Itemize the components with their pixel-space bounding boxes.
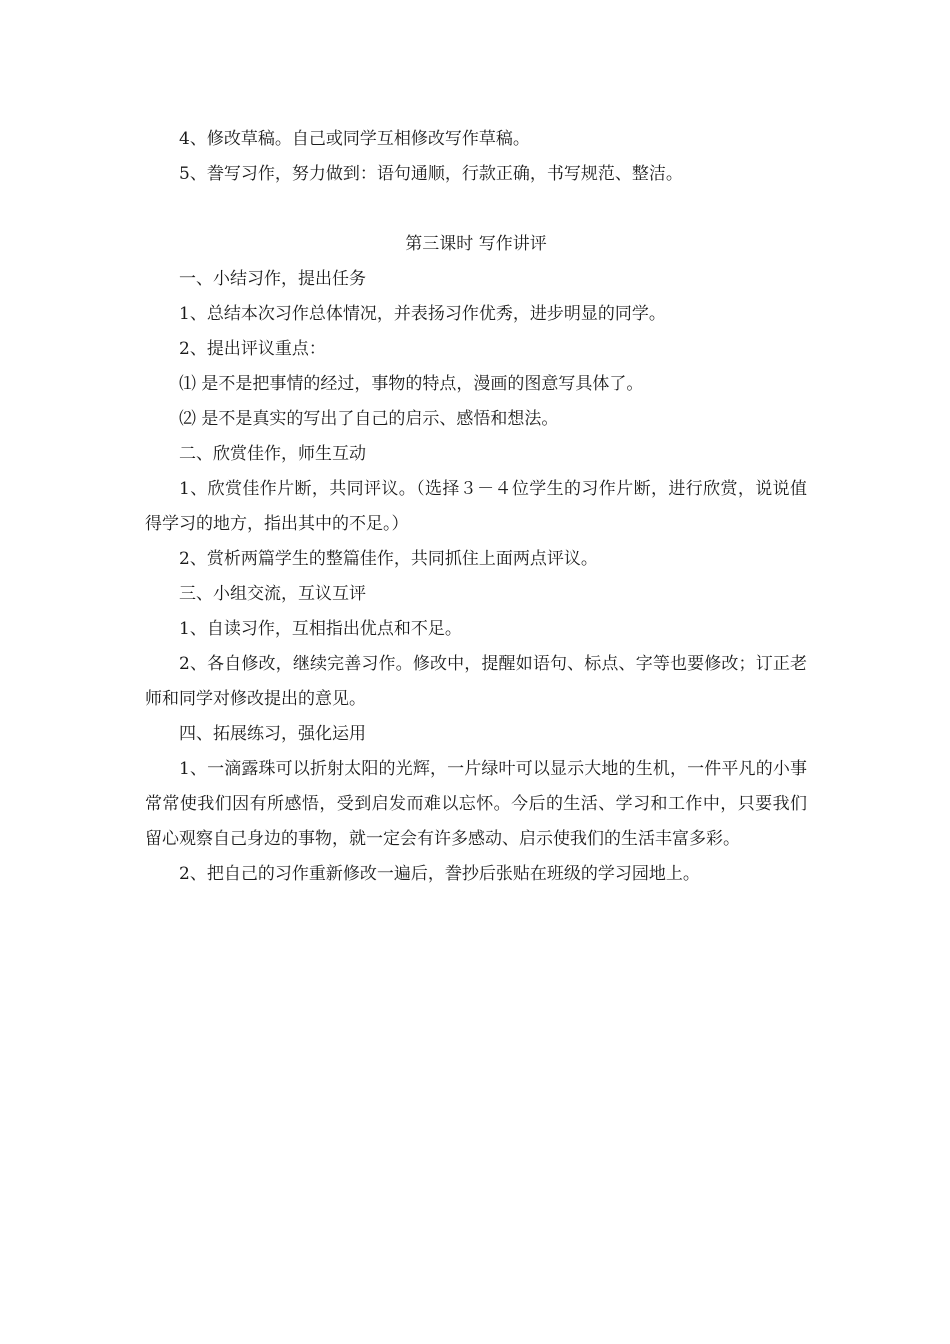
heading-2: 二、欣赏佳作，师生互动 — [179, 444, 366, 464]
paragraph: 2、赏析两篇学生的整篇佳作，共同抓住上面两点评议。 — [179, 549, 598, 569]
paragraph: 1、欣赏佳作片断，共同评议。（选择３－４位学生的习作片断，进行欣赏，说说值得学习的地方，指出其中的不足。） — [145, 479, 807, 534]
section-title: 第三课时 写作讲评 — [405, 234, 547, 254]
paragraph: 2、把自己的习作重新修改一遍后，誊抄后张贴在班级的学习园地上。 — [179, 864, 700, 884]
heading-1: 一、小结习作，提出任务 — [179, 269, 366, 289]
paragraph: ⑵ 是不是真实的写出了自己的启示、感悟和想法。 — [179, 409, 559, 429]
step-5-line: 5、誊写习作，努力做到：语句通顺，行款正确，书写规范、整洁。 — [179, 164, 683, 184]
heading-3: 三、小组交流，互议互评 — [179, 584, 366, 604]
paragraph: 1、总结本次习作总体情况，并表扬习作优秀，进步明显的同学。 — [179, 304, 666, 324]
paragraph: 1、自读习作，互相指出优点和不足。 — [179, 619, 462, 639]
step-4-line: 4、修改草稿。自己或同学互相修改写作草稿。 — [179, 129, 530, 149]
paragraph: 1、一滴露珠可以折射太阳的光辉，一片绿叶可以显示大地的生机，一件平凡的小事常常使我们因有所感悟，受到启发而难以忘怀。今后的生活、学习和工作中，只要我们留心观察自己身边的事物，就一定会有许多感动、启示使我们的生活丰富多彩。 — [145, 759, 807, 849]
document-page — [145, 122, 807, 892]
paragraph: 2、各自修改，继续完善习作。修改中，提醒如语句、标点、字等也要修改；订正老师和同学对修改提出的意见。 — [145, 654, 807, 709]
paragraph: 2、提出评议重点： — [179, 339, 326, 359]
paragraph: ⑴ 是不是把事情的经过，事物的特点，漫画的图意写具体了。 — [179, 374, 644, 394]
heading-4: 四、拓展练习，强化运用 — [179, 724, 366, 744]
